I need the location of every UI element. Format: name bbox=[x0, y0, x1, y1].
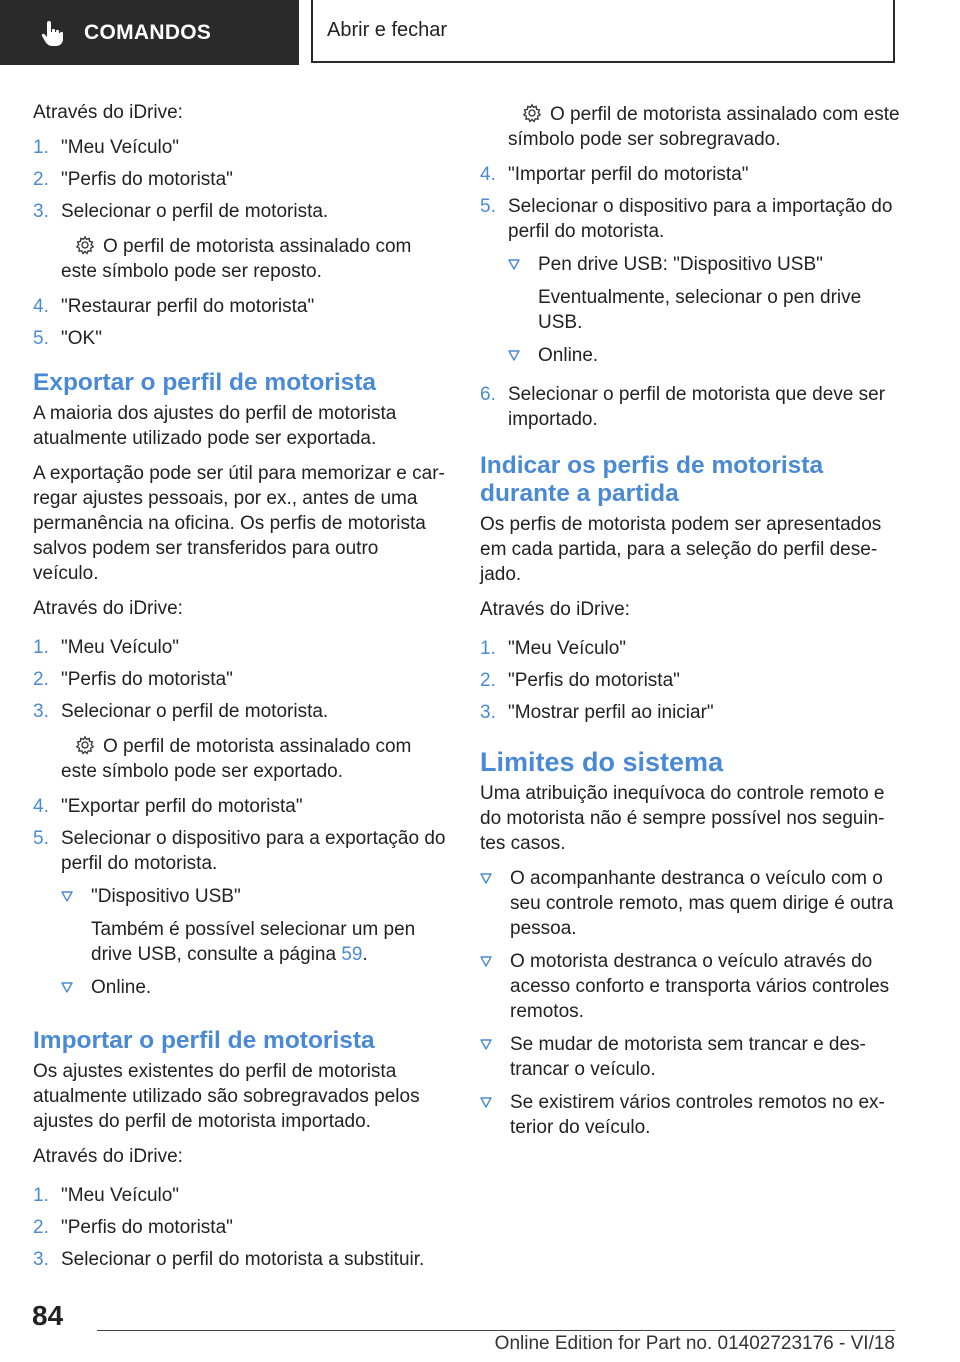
step-text: "Importar perfil do motorista" bbox=[508, 164, 749, 185]
sub-item bbox=[61, 975, 448, 1000]
sub-detail-text: Também é possível selecionar um pen drive USB, consulte a página bbox=[91, 919, 416, 965]
step-item bbox=[33, 699, 448, 724]
step-text: Selecionar o perfil do motorista a substituir. bbox=[61, 1249, 425, 1270]
triangle-bullet-icon bbox=[480, 949, 510, 1024]
sub-body bbox=[538, 252, 900, 335]
step-item bbox=[33, 635, 448, 660]
step-item bbox=[33, 294, 448, 319]
step-item bbox=[33, 826, 448, 1007]
gear-note bbox=[508, 102, 900, 152]
intro-text: Através do iDrive: bbox=[33, 598, 183, 619]
intro-text: Através do iDrive: bbox=[480, 599, 630, 620]
step-item bbox=[33, 135, 448, 160]
right-column bbox=[480, 100, 900, 1148]
step-item bbox=[480, 382, 900, 432]
step-text: "Meu Veículo" bbox=[61, 637, 180, 658]
section-title: COMANDOS bbox=[84, 20, 212, 44]
page-reference-link[interactable]: 59 bbox=[341, 944, 363, 965]
step-number: 5. bbox=[33, 828, 49, 849]
step-number: 2. bbox=[480, 670, 496, 691]
step-item bbox=[33, 1247, 448, 1272]
footer-edition: Online Edition for Part no. 01402723176 - VI/18 bbox=[494, 1333, 895, 1354]
step-item bbox=[33, 167, 448, 192]
step-item bbox=[33, 1183, 448, 1208]
sub-detail bbox=[91, 917, 448, 967]
step-number: 4. bbox=[33, 796, 49, 817]
triangle-bullet-icon bbox=[508, 343, 538, 368]
paragraph: Os ajustes existentes do perfil de motorista atualmente utilizado são sobregravados pelos ajustes do perfil de motorista importado. bbox=[33, 1061, 420, 1132]
step-text: "Perfis do motorista" bbox=[508, 670, 680, 691]
sub-body bbox=[91, 884, 448, 967]
step-number: 4. bbox=[33, 296, 49, 317]
step-item bbox=[33, 1215, 448, 1240]
step-item bbox=[480, 700, 900, 725]
step-text: "Mostrar perfil ao iniciar" bbox=[508, 702, 714, 723]
chapter-title: Abrir e fechar bbox=[327, 19, 448, 41]
page-number: 84 bbox=[32, 1300, 64, 1331]
steps-list bbox=[480, 636, 900, 725]
triangle-bullet-icon bbox=[480, 866, 510, 941]
bullet-item bbox=[480, 1090, 900, 1140]
bullet-item bbox=[480, 866, 900, 941]
section-heading-export: Exportar o perfil de motorista bbox=[33, 369, 377, 396]
sub-title: "Dispositivo USB" bbox=[91, 886, 241, 907]
sub-detail-end: . bbox=[362, 944, 368, 965]
step-number: 1. bbox=[33, 1185, 49, 1206]
section-heading-show-profiles: Indicar os perfis de motorista durante a partida bbox=[480, 452, 824, 507]
section-heading-import: Importar o perfil de motorista bbox=[33, 1027, 375, 1054]
step-number: 3. bbox=[33, 701, 49, 722]
triangle-bullet-icon bbox=[61, 884, 91, 967]
steps-list bbox=[33, 635, 448, 724]
step-number: 2. bbox=[33, 669, 49, 690]
triangle-bullet-icon bbox=[480, 1090, 510, 1140]
step-item bbox=[33, 326, 448, 351]
paragraph: Os perfis de motorista podem ser apresentados em cada partida, para a seleção do perfil desejado. bbox=[480, 514, 882, 585]
step-item bbox=[33, 199, 448, 224]
step-text: Selecionar o perfil de motorista. bbox=[61, 201, 329, 222]
left-column bbox=[33, 100, 448, 1282]
sub-list bbox=[508, 252, 900, 368]
step-text: "Perfis do motorista" bbox=[61, 669, 233, 690]
step-text: Selecionar o dispositivo para a importação do perfil do motorista. bbox=[508, 196, 893, 242]
step-text: Selecionar o dispositivo para a exportação do perfil do motorista. bbox=[61, 828, 446, 874]
steps-list bbox=[33, 1183, 448, 1272]
step-number: 5. bbox=[480, 196, 496, 217]
triangle-bullet-icon bbox=[508, 252, 538, 335]
bullet-text: Se mudar de motorista sem trancar e destrancar o veículo. bbox=[510, 1034, 866, 1080]
step-text: "Perfis do motorista" bbox=[61, 169, 233, 190]
sub-item bbox=[61, 884, 448, 967]
step-text: "Meu Veículo" bbox=[508, 638, 627, 659]
bullet-text: O motorista destranca o veículo através do acesso conforto e transporta vários controles remotos. bbox=[510, 951, 890, 1022]
step-text: "Exportar perfil do motorista" bbox=[61, 796, 303, 817]
triangle-bullet-icon bbox=[61, 975, 91, 1000]
note-text: O perfil de motorista assinalado com este símbolo pode ser sobregravado. bbox=[508, 104, 900, 150]
bullet-item bbox=[480, 949, 900, 1024]
paragraph: A exportação pode ser útil para memorizar e carregar ajustes pessoais, por ex., antes de uma permanência na oficina. Os perfis de motorista salvos podem ser transferidos para outro veículo. bbox=[33, 463, 445, 584]
sub-title: Pen drive USB: "Dispositivo USB" bbox=[538, 254, 823, 275]
triangle-bullet-icon bbox=[480, 1032, 510, 1082]
step-number: 5. bbox=[33, 328, 49, 349]
bullet-list bbox=[480, 866, 900, 1140]
sub-title: Online. bbox=[538, 345, 599, 366]
step-text: Selecionar o perfil de motorista que deve ser importado. bbox=[508, 384, 886, 430]
hand-pointer-icon bbox=[38, 18, 68, 48]
gear-settings-icon bbox=[522, 103, 542, 123]
intro-text: Através do iDrive: bbox=[33, 102, 183, 123]
sub-title: Online. bbox=[91, 977, 152, 998]
chapter-tab bbox=[311, 0, 895, 63]
steps-list bbox=[33, 135, 448, 224]
steps-list bbox=[33, 794, 448, 1007]
bullet-item bbox=[480, 1032, 900, 1082]
step-text: "OK" bbox=[61, 328, 102, 349]
step-text: "Meu Veículo" bbox=[61, 137, 180, 158]
gear-settings-icon bbox=[75, 735, 95, 755]
paragraph: Uma atribuição inequívoca do controle remoto e do motorista não é sempre possível nos seguintes casos. bbox=[480, 783, 885, 854]
step-text: "Meu Veículo" bbox=[61, 1185, 180, 1206]
step-number: 3. bbox=[480, 702, 496, 723]
paragraph: A maioria dos ajustes do perfil de motorista atualmente utilizado pode ser exportada. bbox=[33, 403, 397, 449]
step-number: 3. bbox=[33, 201, 49, 222]
step-text: "Restaurar perfil do motorista" bbox=[61, 296, 315, 317]
step-text: Selecionar o perfil de motorista. bbox=[61, 701, 329, 722]
step-number: 2. bbox=[33, 1217, 49, 1238]
step-number: 1. bbox=[33, 637, 49, 658]
gear-note bbox=[61, 234, 448, 284]
sub-item bbox=[508, 252, 900, 335]
step-number: 4. bbox=[480, 164, 496, 185]
step-number: 2. bbox=[33, 169, 49, 190]
note-text: O perfil de motorista assinalado com este símbolo pode ser exportado. bbox=[61, 736, 412, 782]
section-heading-limits: Limites do sistema bbox=[480, 747, 724, 777]
step-item bbox=[480, 668, 900, 693]
step-number: 1. bbox=[33, 137, 49, 158]
sub-detail-text: Eventualmente, selecionar o pen drive USB. bbox=[538, 287, 862, 333]
step-body bbox=[61, 826, 448, 1007]
header-section-tab bbox=[0, 0, 299, 65]
note-text: O perfil de motorista assinalado com este símbolo pode ser reposto. bbox=[61, 236, 412, 282]
intro-text: Através do iDrive: bbox=[33, 1146, 183, 1167]
step-item bbox=[33, 667, 448, 692]
step-item bbox=[480, 194, 900, 375]
sub-list bbox=[61, 884, 448, 1000]
footer-divider bbox=[97, 1330, 895, 1331]
step-body bbox=[508, 194, 900, 375]
step-number: 6. bbox=[480, 384, 496, 405]
steps-list bbox=[33, 294, 448, 351]
gear-settings-icon bbox=[75, 235, 95, 255]
bullet-text: Se existirem vários controles remotos no exterior do veículo. bbox=[510, 1092, 885, 1138]
sub-item bbox=[508, 343, 900, 368]
step-item bbox=[480, 162, 900, 187]
step-number: 1. bbox=[480, 638, 496, 659]
gear-note bbox=[61, 734, 448, 784]
step-number: 3. bbox=[33, 1249, 49, 1270]
step-item bbox=[33, 794, 448, 819]
bullet-text: O acompanhante destranca o veículo com o seu controle remoto, mas quem dirige é outra pessoa. bbox=[510, 868, 894, 939]
step-item bbox=[480, 636, 900, 661]
step-text: "Perfis do motorista" bbox=[61, 1217, 233, 1238]
steps-list bbox=[480, 162, 900, 432]
